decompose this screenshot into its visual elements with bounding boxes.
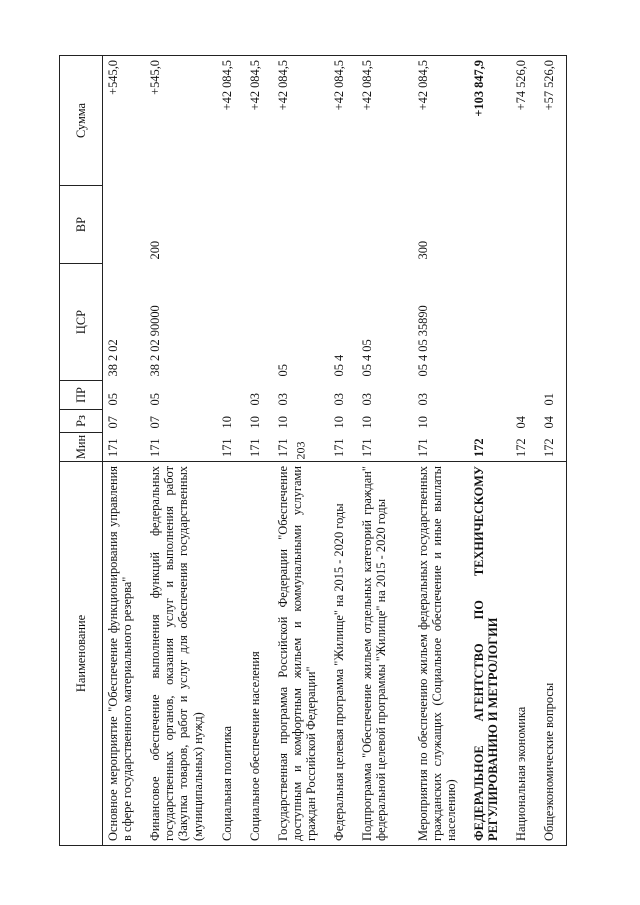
cell-rz	[469, 410, 511, 433]
cell-min: 171	[245, 433, 273, 462]
cell-vr	[217, 186, 245, 264]
cell-csr: 05 4	[331, 354, 346, 377]
cell-min: 171	[273, 433, 329, 462]
cell-sum: +42 084,5	[217, 56, 245, 186]
cell-vr	[103, 186, 145, 264]
cell-rz: 10	[247, 416, 262, 429]
cell-pr: 03	[359, 393, 374, 406]
table-row	[245, 56, 273, 846]
cell-pr	[511, 381, 539, 410]
table-header-row	[60, 56, 103, 846]
cell-vr	[245, 186, 273, 264]
cell-vr	[273, 186, 329, 264]
cell-name: Общеэкономические вопросы	[539, 462, 567, 846]
cell-pr: 05	[147, 393, 162, 406]
cell-rz: 10	[415, 416, 430, 429]
table-row	[469, 56, 511, 846]
cell-name: Мероприятия по обеспечению жильем федеральных государственных гражданских служащих (Социальное обеспечение и иные выплаты населению)	[413, 462, 469, 846]
cell-name: Основное мероприятие "Обеспечение функционирования управления в сфере государственного материального резерва"	[103, 462, 145, 846]
cell-pr: 03	[275, 393, 290, 406]
cell-name: Национальная экономика	[511, 462, 539, 846]
page-number: 203	[293, 441, 308, 460]
rotated-table-wrapper	[59, 56, 588, 846]
header-min: Мин	[60, 433, 103, 462]
cell-pr	[217, 381, 245, 410]
cell-vr: 200	[147, 240, 162, 260]
table-row	[329, 56, 357, 846]
cell-min: 171	[103, 433, 145, 462]
cell-min: 172	[469, 433, 511, 462]
cell-name: Социальная политика	[217, 462, 245, 846]
cell-vr	[469, 186, 511, 264]
cell-rz: 07	[106, 416, 120, 429]
cell-sum: +74 526,0	[511, 56, 539, 186]
cell-name: Подпрограмма "Обеспечение жильем отдельных категорий граждан" федеральной целевой программы "Жилище" на 2015 - 2020 годы	[357, 462, 413, 846]
cell-pr: 05	[106, 393, 120, 406]
table-row	[217, 56, 245, 846]
cell-min: 171	[357, 433, 413, 462]
cell-sum: +42 084,5	[413, 56, 469, 186]
cell-csr	[469, 264, 511, 381]
cell-pr: 03	[247, 393, 262, 406]
table-row	[145, 56, 217, 846]
cell-rz: 10	[219, 416, 234, 429]
cell-name: Социальное обеспечение населения	[245, 462, 273, 846]
cell-sum: +103 847,9	[469, 56, 511, 186]
cell-csr: 05 4 05 35890	[415, 305, 430, 377]
cell-pr	[469, 381, 511, 410]
header-vr: ВР	[60, 186, 103, 264]
cell-csr: 38 2 02	[106, 339, 120, 377]
cell-sum: +42 084,5	[357, 56, 413, 186]
cell-vr	[329, 186, 357, 264]
header-sum: Сумма	[60, 56, 103, 186]
header-name: Наименование	[60, 462, 103, 846]
cell-csr: 05 4 05	[359, 339, 374, 377]
table-row	[413, 56, 469, 846]
cell-min: 171	[413, 433, 469, 462]
cell-rz: 07	[147, 416, 162, 429]
cell-name: Федеральная целевая программа "Жилище" на 2015 - 2020 годы	[329, 462, 357, 846]
cell-vr	[539, 186, 567, 264]
cell-name: Финансовое обеспечение выполнения функций федеральных государственных органов, оказания услуг и выполнения работ (Закупка товаров, работ и услуг для обеспечения государственных (муниципальных) нужд)	[145, 462, 217, 846]
table-row	[103, 56, 145, 846]
cell-sum: +545,0	[145, 56, 217, 186]
cell-min: 172	[539, 433, 567, 462]
cell-pr: 01	[539, 381, 567, 410]
cell-vr: 300	[415, 240, 430, 260]
cell-sum: +42 084,5	[329, 56, 357, 186]
table-row	[273, 56, 329, 846]
cell-pr: 03	[331, 393, 346, 406]
cell-rz: 10	[331, 416, 346, 429]
header-rz: Рз	[60, 410, 103, 433]
cell-sum: +42 084,5	[273, 56, 329, 186]
table-row	[539, 56, 567, 846]
cell-csr	[245, 264, 273, 381]
cell-name: ФЕДЕРАЛЬНОЕ АГЕНТСТВО ПО ТЕХНИЧЕСКОМУ РЕГУЛИРОВАНИЮ И МЕТРОЛОГИИ	[469, 462, 511, 846]
cell-rz: 04	[513, 416, 528, 429]
budget-table	[59, 55, 567, 846]
cell-vr	[511, 186, 539, 264]
cell-rz: 10	[275, 416, 290, 429]
table-row	[511, 56, 539, 846]
header-csr: ЦСР	[60, 264, 103, 381]
cell-sum: +57 526,0	[539, 56, 567, 186]
cell-min: 172	[511, 433, 539, 462]
cell-min: 171	[217, 433, 245, 462]
cell-csr	[217, 264, 245, 381]
cell-name: Государственная программа Российской Федерации "Обеспечение доступным и комфортным жильем и коммунальными услугами граждан Российской Федерации"	[273, 462, 329, 846]
cell-csr: 38 2 02 90000	[147, 305, 162, 377]
cell-csr	[511, 264, 539, 381]
table-row	[357, 56, 413, 846]
cell-rz: 10	[359, 416, 374, 429]
header-pr: ПР	[60, 381, 103, 410]
cell-rz: 04	[539, 410, 567, 433]
cell-csr: 05	[275, 364, 290, 377]
cell-sum: +545,0	[103, 56, 145, 186]
cell-vr	[357, 186, 413, 264]
cell-min: 171	[329, 433, 357, 462]
cell-pr: 03	[415, 393, 430, 406]
cell-csr	[539, 264, 567, 381]
cell-sum: +42 084,5	[245, 56, 273, 186]
cell-min: 171	[145, 433, 217, 462]
